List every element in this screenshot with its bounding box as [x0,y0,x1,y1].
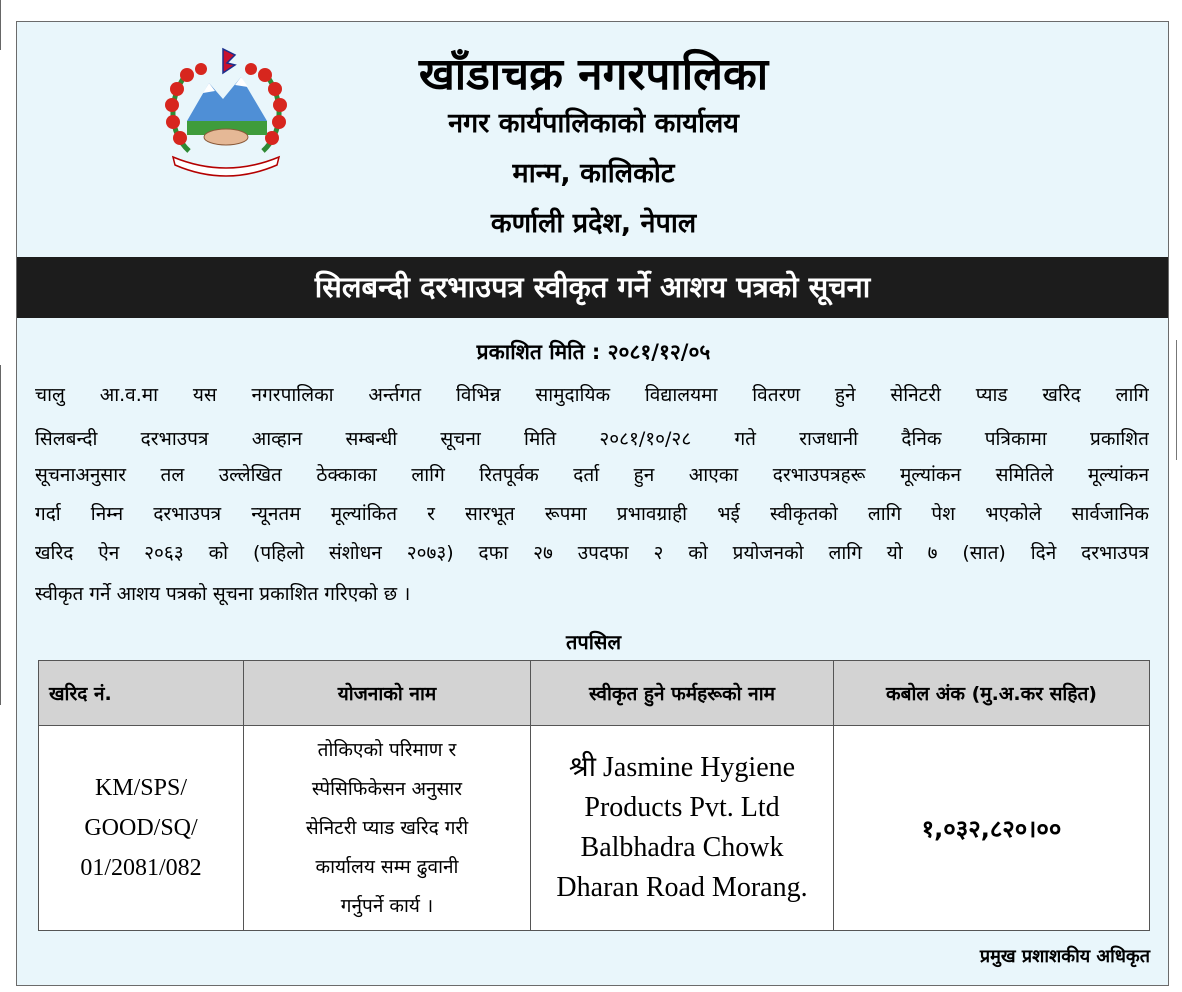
body-line: स्वीकृत गर्ने आशय पत्रको सूचना प्रकाशित गरिएको छ । [35,583,411,605]
firm-name-line: श्री Jasmine Hygiene [568,752,796,783]
column-header-project-name: योजनाको नाम [244,661,531,726]
procurement-no-line: 01/2081/082 [80,855,202,881]
body-line: खरिद ऐन २०६३ को (पहिलो संशोधन २०७३) दफा २७ उपदफा २ को प्रयोजनको लागि यो ७ (सात) दिने दरभाउपत्र [35,542,1149,564]
page-edge-line [0,365,1,705]
column-header-procurement-no: खरिद नं. [39,661,244,726]
table-header-row [39,661,1150,726]
project-name-line: स्पेसिफिकेसन अनुसार [311,777,463,800]
bid-amount-cell: १,०३२,८२०।०० [834,726,1150,931]
firm-name-line: Products Pvt. Ltd [584,792,780,823]
notice-title: सिलबन्दी दरभाउपत्र स्वीकृत गर्ने आशय पत्रको सूचना [17,257,1168,318]
project-name-line: कार्यालय सम्म ढुवानी [315,855,459,878]
project-name-line: तोकिएको परिमाण र [317,738,457,761]
project-name-cell [244,726,531,931]
table-row [39,726,1150,931]
procurement-no-line: GOOD/SQ/ [84,815,198,841]
body-line: सूचनाअनुसार तल उल्लेखित ठेक्काका लागि रितपूर्वक दर्ता हुन आएका दरभाउपत्रहरू मूल्यांकन समितिले मूल्यांकन [35,464,1149,486]
published-date: प्रकाशित मिति : २०८१/१२/०५ [476,340,711,364]
municipality-name: खाँडाचक्र नगरपालिका [418,49,769,100]
body-line: चालु आ.व.मा यस नगरपालिका अर्न्तगत विभिन्न सामुदायिक विद्यालयमा वितरण हुने सेनिटरी प्याड खरिद लागि [35,384,1149,406]
project-name-line: सेनिटरी प्याड खरिद गरी [305,816,469,839]
page-edge-line [0,0,1,50]
column-header-firm-name: स्वीकृत हुने फर्महरूको नाम [531,661,834,726]
office-location: मान्म, कालिकोट [512,158,675,189]
signatory-title: प्रमुख प्रशाशकीय अधिकृत [979,946,1150,967]
firm-name-line: Balbhadra Chowk [580,832,784,863]
notice-panel [16,21,1169,986]
column-header-bid-amount: कबोल अंक (मु.अ.कर सहित) [834,661,1150,726]
page-edge-line [1176,340,1177,460]
body-line: सिलबन्दी दरभाउपत्र आव्हान सम्बन्धी सूचना मिति २०८१/१०/२८ गते राजधानी दैनिक पत्रिकामा प्रकाशित [35,428,1149,450]
province-country: कर्णाली प्रदेश, नेपाल [490,208,697,239]
firm-name-line: Dharan Road Morang. [556,872,808,903]
procurement-no-line: KM/SPS/ [94,775,188,801]
firm-name-cell [531,726,834,931]
award-table [38,660,1150,931]
schedule-label: तपसिल [565,630,622,654]
project-name-line: गर्नुपर्ने कार्य । [340,894,434,917]
office-name: नगर कार्यपालिकाको कार्यालय [448,108,739,139]
procurement-no-cell [39,726,244,931]
body-line: गर्दा निम्न दरभाउपत्र न्यूनतम मूल्यांकित र सारभूत रूपमा प्रभावग्राही भई स्वीकृतको लागि पेश भएकोले सार्वजानिक [35,503,1149,525]
